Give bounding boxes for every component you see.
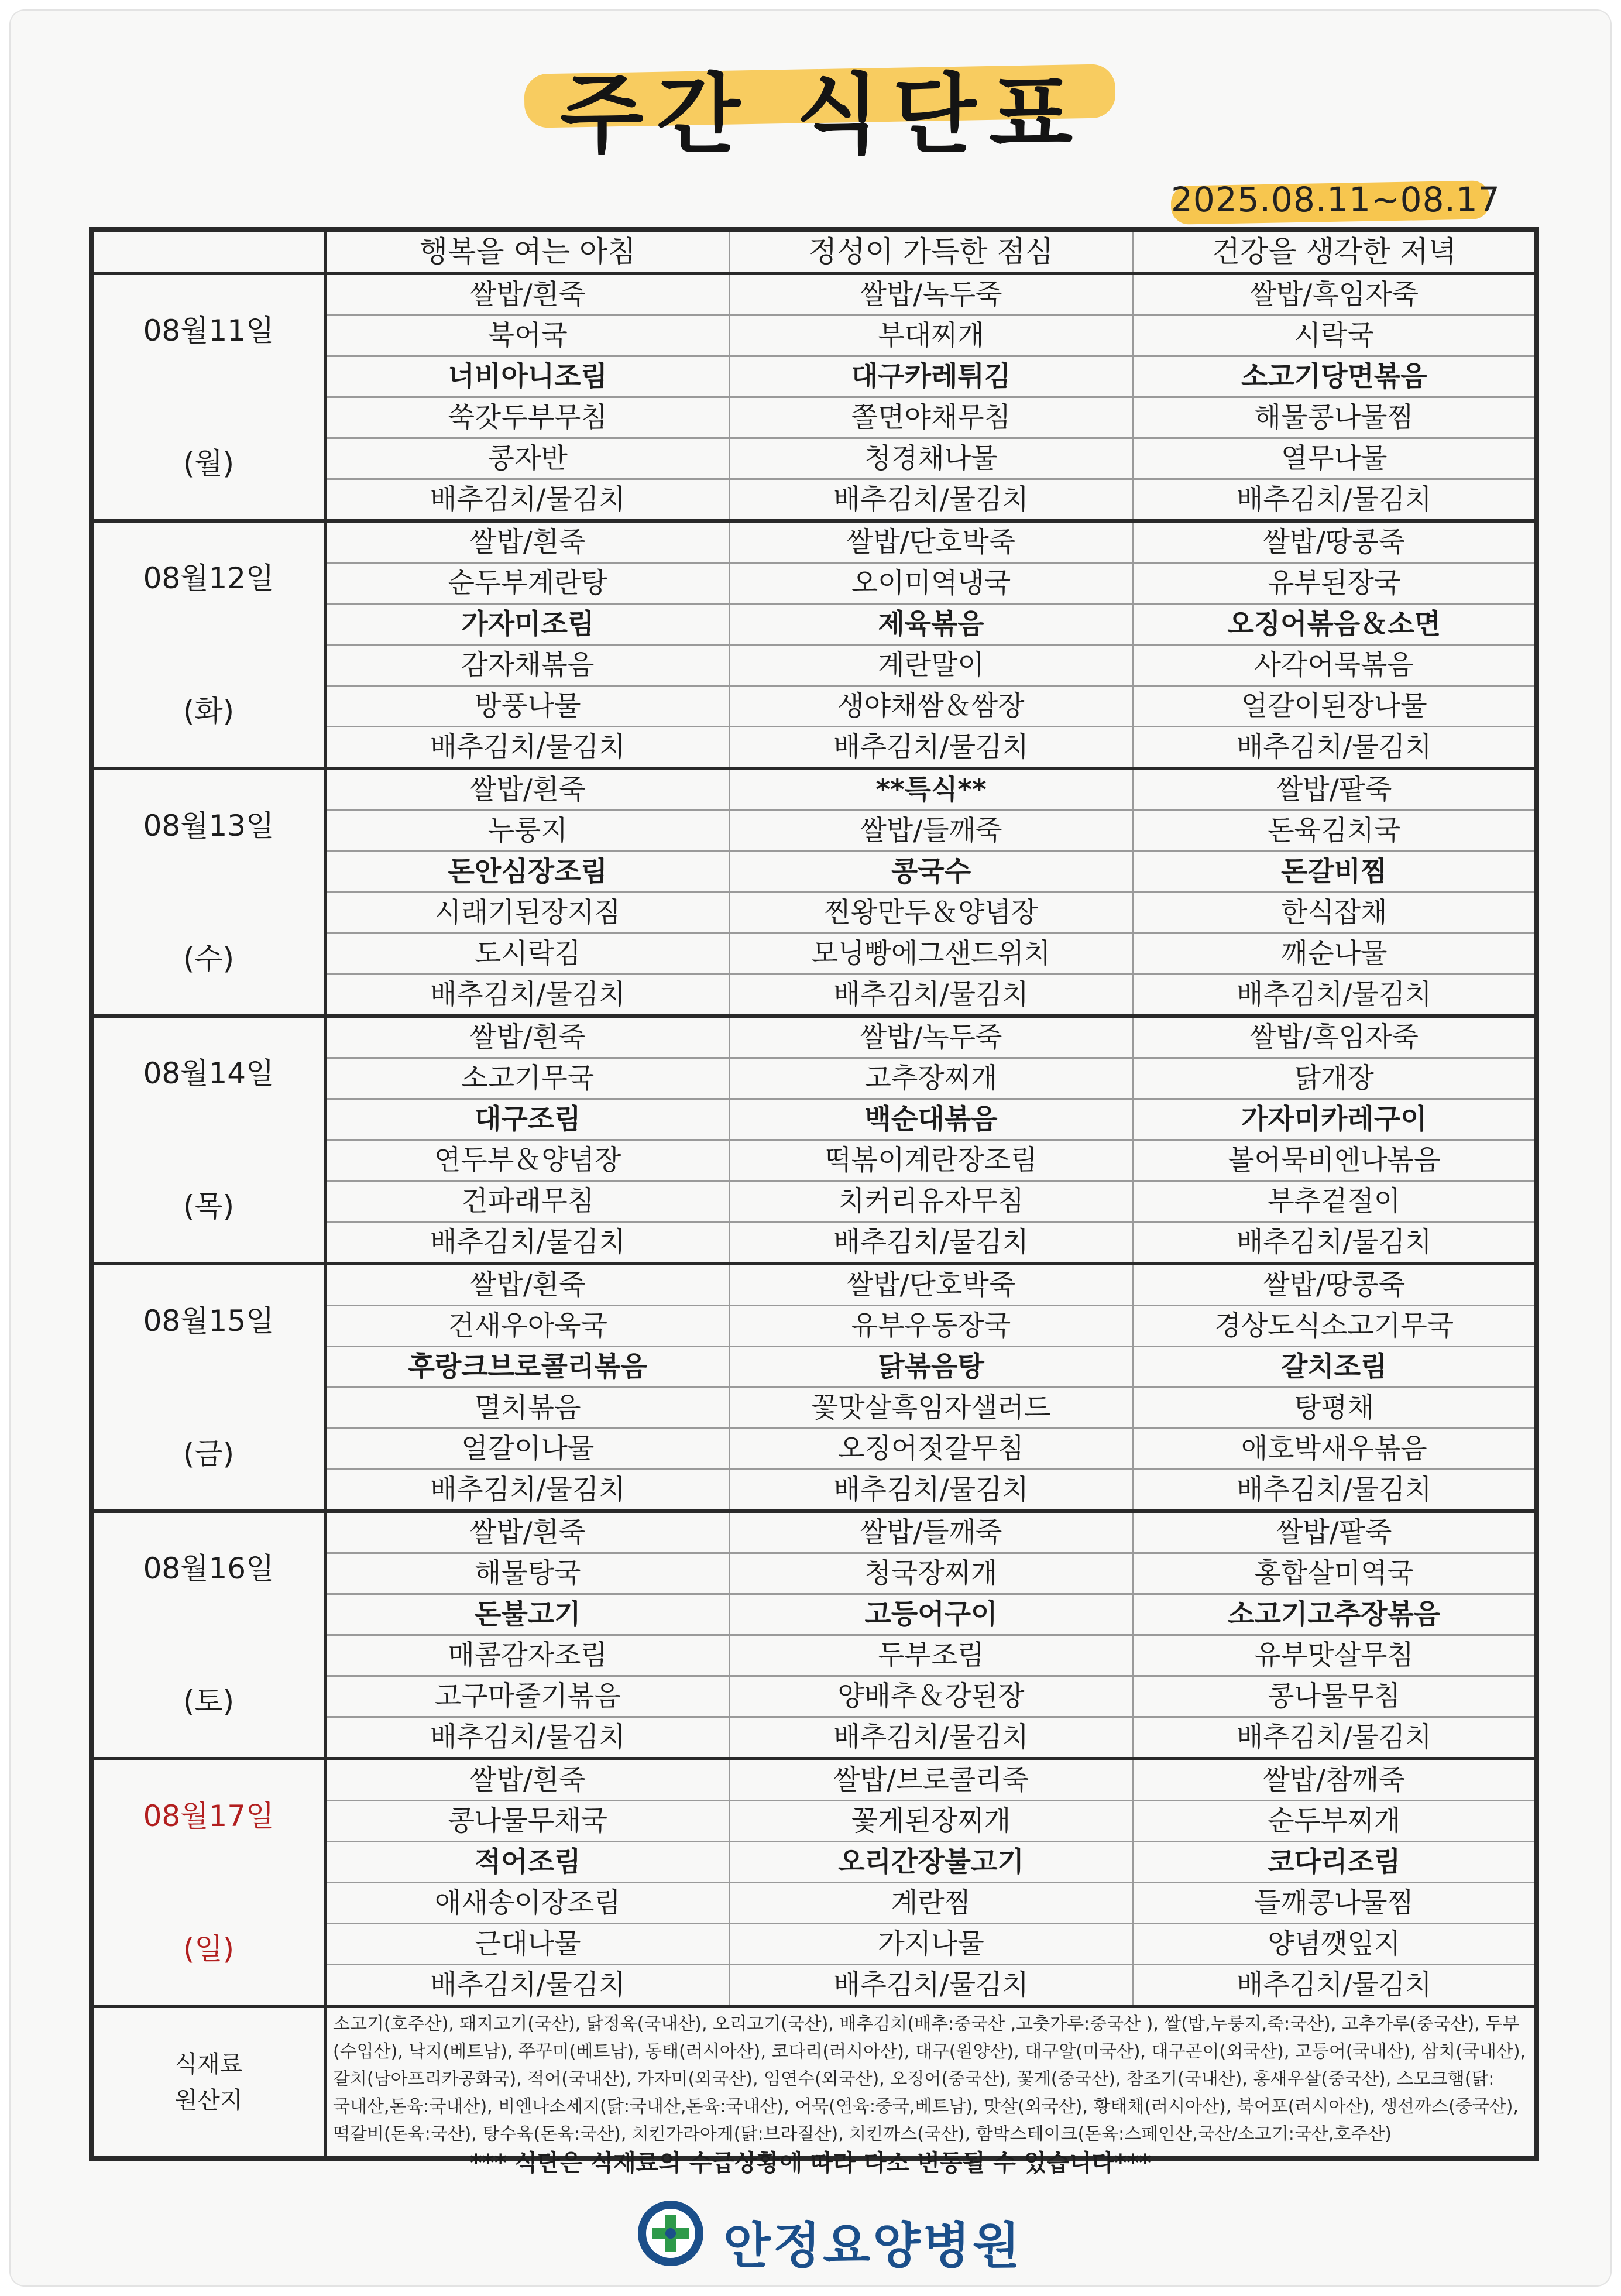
breakfast-item: 연두부＆양념장 [325,1140,729,1181]
lunch-item: 청경채나물 [729,438,1133,479]
breakfast-item: 쌀밥/흰죽 [325,1511,729,1553]
breakfast-item: 쌀밥/흰죽 [325,273,729,315]
lunch-item: 두부조림 [729,1635,1133,1676]
day-weekday: (목) [183,1189,235,1223]
notice-text: *** 식단은 식재료의 수급상황에 따라 다소 변동될 수 있습니다*** [469,2150,1152,2177]
breakfast-item: 방풍나물 [325,686,729,727]
breakfast-item: 콩자반 [325,438,729,479]
breakfast-item: 소고기무국 [325,1058,729,1099]
lunch-item: 유부우동장국 [729,1306,1133,1347]
lunch-item: 생야채쌈＆쌈장 [729,686,1133,727]
day-date: 08월14일 [143,1056,274,1090]
lunch-item: 쫄면야채무침 [729,397,1133,438]
lunch-item: 오이미역냉국 [729,563,1133,604]
lunch-item: 가지나물 [729,1924,1133,1965]
day-date: 08월15일 [143,1304,274,1338]
dinner-item: 홍합살미역국 [1133,1553,1537,1594]
day-weekday: (토) [183,1684,235,1718]
day-label-wrap [94,1018,324,1262]
dinner-item: 배추김치/물김치 [1133,1965,1537,2007]
lunch-item: 쌀밥/들깨죽 [729,811,1133,852]
breakfast-item: 누룽지 [325,811,729,852]
lunch-item: 오리간장불고기 [729,1842,1133,1883]
dinner-item: 부추겉절이 [1133,1181,1537,1222]
dinner-item: 소고기당면볶음 [1133,356,1537,397]
breakfast-item: 배추김치/물김치 [325,1470,729,1512]
lunch-item: 고추장찌개 [729,1058,1133,1099]
origin-label [91,2006,325,2158]
dinner-item: 배추김치/물김치 [1133,1222,1537,1264]
breakfast-item: 배추김치/물김치 [325,1965,729,2007]
breakfast-item: 후랑크브로콜리볶음 [325,1347,729,1388]
lunch-item: 배추김치/물김치 [729,727,1133,769]
day-weekday: (월) [183,447,235,481]
lunch-item: 쌀밥/녹두죽 [729,273,1133,315]
day-date: 08월12일 [143,561,274,595]
breakfast-item: 해물탕국 [325,1553,729,1594]
menu-row [91,273,1537,315]
day-cell [91,1511,325,1759]
lunch-item: 배추김치/물김치 [729,1717,1133,1759]
breakfast-item: 쑥갓두부무침 [325,397,729,438]
breakfast-item: 콩나물무채국 [325,1801,729,1842]
dinner-item: 양념깻잎지 [1133,1924,1537,1965]
breakfast-item: 돈불고기 [325,1594,729,1635]
lunch-item: 배추김치/물김치 [729,1222,1133,1264]
dinner-item: 애호박새우볶음 [1133,1429,1537,1470]
dinner-item: 배추김치/물김치 [1133,727,1537,769]
menu-row [91,1264,1537,1306]
dinner-item: 코다리조림 [1133,1842,1537,1883]
origin-label-line2: 원산지 [174,2086,243,2114]
hospital-name: 안정요양병원 [723,2217,1022,2274]
dinner-item: 배추김치/물김치 [1133,974,1537,1017]
dinner-item: 들깨콩나물찜 [1133,1883,1537,1924]
day-label-wrap [94,1265,324,1509]
lunch-item: 백순대볶음 [729,1099,1133,1140]
day-cell [91,768,325,1016]
day-label-wrap [94,1513,324,1757]
origin-row [91,2006,1537,2158]
menu-body [91,273,1537,2006]
dinner-item: 유부된장국 [1133,563,1537,604]
lunch-item: 제육볶음 [729,604,1133,645]
breakfast-item: 배추김치/물김치 [325,974,729,1017]
lunch-item: 고등어구이 [729,1594,1133,1635]
breakfast-item: 너비아니조림 [325,356,729,397]
header-dinner: 건강을 생각한 저녁 [1133,229,1537,273]
breakfast-item: 근대나물 [325,1924,729,1965]
breakfast-item: 도시락김 [325,933,729,974]
breakfast-item: 매콤감자조림 [325,1635,729,1676]
header-corner [91,229,325,273]
breakfast-item: 쌀밥/흰죽 [325,1016,729,1058]
lunch-item: 대구카레튀김 [729,356,1133,397]
day-weekday: (금) [183,1437,235,1471]
origin-text: 소고기(호주산), 돼지고기(국산), 닭정육(국내산), 오리고기(국산), 배추김치(배추:중국산 ,고춧가루:중국산 ), 쌀(밥,누룽지,죽:국산), 고추가루(중국산), 두부(수입산), 낙지(베트남), 쭈꾸미(베트남), 동태(러시아산), 코다리(러시아산), 대구(원양산), 대구알(미국산), 대구곤이(외국산), 고등어(국내산), 삼치(국내산), 갈치(남아프리카공화국), 적어(국내산), 가자미(외국산), 임연수(외국산), 오징어(중국산), 꽃게(중국산), 참조기(국내산), 홍새우살(중국산), 스모크햄(닭:국내산,돈육:국내산), 비엔나소세지(닭:국내산,돈육:국내산), 어묵(연육:중국,베트남), 맛살(외국산), 황태채(러시아산), 북어포(러시아산), 생선까스(중국산), 떡갈비(돈육:국산), 탕수육(돈육:국산), 치킨가라아게(닭:브라질산), 치킨까스(국산), 함박스테이크(돈육:스페인산,국산/소고기:국산,호주산) [325,2006,1537,2158]
dinner-item: 얼갈이된장나물 [1133,686,1537,727]
breakfast-item: 돈안심장조림 [325,852,729,893]
menu-row [91,1511,1537,1553]
breakfast-item: 적어조림 [325,1842,729,1883]
breakfast-item: 대구조림 [325,1099,729,1140]
lunch-item: 청국장찌개 [729,1553,1133,1594]
menu-row [91,1759,1537,1801]
dinner-item: 배추김치/물김치 [1133,479,1537,521]
lunch-item: 계란말이 [729,645,1133,686]
menu-row [91,1016,1537,1058]
lunch-item: 쌀밥/녹두죽 [729,1016,1133,1058]
dinner-item: 한식잡채 [1133,893,1537,933]
dinner-item: 가자미카레구이 [1133,1099,1537,1140]
lunch-item: 배추김치/물김치 [729,974,1133,1017]
day-label-wrap [94,770,324,1014]
dinner-item: 소고기고추장볶음 [1133,1594,1537,1635]
dinner-item: 해물콩나물찜 [1133,397,1537,438]
lunch-item: 쌀밥/단호박죽 [729,521,1133,563]
dinner-item: 열무나물 [1133,438,1537,479]
day-label-wrap [94,1760,324,2005]
dinner-item: 쌀밥/참깨죽 [1133,1759,1537,1801]
hospital-emblem-icon [636,2198,706,2268]
dinner-item: 시락국 [1133,315,1537,356]
lunch-item: 닭볶음탕 [729,1347,1133,1388]
breakfast-item: 배추김치/물김치 [325,727,729,769]
day-date: 08월17일 [143,1799,274,1833]
dinner-item: 돈갈비찜 [1133,852,1537,893]
breakfast-item: 시래기된장지짐 [325,893,729,933]
lunch-item: 치커리유자무침 [729,1181,1133,1222]
dinner-item: 사각어묵볶음 [1133,645,1537,686]
day-date: 08월13일 [143,809,274,843]
breakfast-item: 순두부계란탕 [325,563,729,604]
lunch-item: 꽃게된장찌개 [729,1801,1133,1842]
breakfast-item: 가자미조림 [325,604,729,645]
dinner-item: 쌀밥/땅콩죽 [1133,1264,1537,1306]
day-label-wrap [94,523,324,767]
lunch-item: 모닝빵에그샌드위치 [729,933,1133,974]
breakfast-item: 멸치볶음 [325,1388,729,1429]
hospital-logo [636,2198,1045,2274]
day-label-wrap [94,275,324,519]
breakfast-item: 감자채볶음 [325,645,729,686]
dinner-item: 탕평채 [1133,1388,1537,1429]
page-title: 주간 식단표 [559,64,1086,165]
breakfast-item: 배추김치/물김치 [325,1222,729,1264]
title-block [513,34,1133,165]
breakfast-item: 쌀밥/흰죽 [325,768,729,811]
breakfast-item: 건새우아욱국 [325,1306,729,1347]
dinner-item: 갈치조림 [1133,1347,1537,1388]
lunch-item: 배추김치/물김치 [729,1470,1133,1512]
lunch-item: 오징어젓갈무침 [729,1429,1133,1470]
dinner-item: 닭개장 [1133,1058,1537,1099]
lunch-item: 양배추＆강된장 [729,1676,1133,1717]
weekly-menu-table [89,227,1539,2161]
dinner-item: 쌀밥/땅콩죽 [1133,521,1537,563]
breakfast-item: 배추김치/물김치 [325,479,729,521]
lunch-item: 쌀밥/브로콜리죽 [729,1759,1133,1801]
lunch-item: 콩국수 [729,852,1133,893]
breakfast-item: 쌀밥/흰죽 [325,521,729,563]
menu-sheet [9,9,1612,2287]
dinner-item: 순두부찌개 [1133,1801,1537,1842]
header-lunch: 정성이 가득한 점심 [729,229,1133,273]
breakfast-item: 건파래무침 [325,1181,729,1222]
breakfast-item: 배추김치/물김치 [325,1717,729,1759]
lunch-item: 꽃맛살흑임자샐러드 [729,1388,1133,1429]
breakfast-item: 고구마줄기볶음 [325,1676,729,1717]
breakfast-item: 애새송이장조림 [325,1883,729,1924]
period-block [1171,176,1499,226]
period-label: 2025.08.11~08.17 [1171,180,1500,219]
menu-row [91,768,1537,811]
lunch-item: 떡볶이계란장조림 [729,1140,1133,1181]
lunch-item: 쌀밥/단호박죽 [729,1264,1133,1306]
day-weekday: (일) [183,1932,235,1966]
header-row [91,229,1537,273]
day-date: 08월16일 [143,1552,274,1585]
header-breakfast: 행복을 여는 아침 [325,229,729,273]
day-weekday: (수) [183,942,235,976]
dinner-item: 유부맛살무침 [1133,1635,1537,1676]
day-cell [91,1016,325,1264]
dinner-item: 쌀밥/흑임자죽 [1133,1016,1537,1058]
lunch-item: 계란찜 [729,1883,1133,1924]
breakfast-item: 쌀밥/흰죽 [325,1264,729,1306]
dinner-item: 쌀밥/흑임자죽 [1133,273,1537,315]
dinner-item: 돈육김치국 [1133,811,1537,852]
origin-label-line1: 식재료 [174,2050,243,2078]
dinner-item: 쌀밥/팥죽 [1133,768,1537,811]
lunch-item: 부대찌개 [729,315,1133,356]
day-weekday: (화) [183,694,235,728]
lunch-item: 쌀밥/들깨죽 [729,1511,1133,1553]
lunch-item: 배추김치/물김치 [729,1965,1133,2007]
day-cell [91,1264,325,1511]
dinner-item: 경상도식소고기무국 [1133,1306,1537,1347]
day-date: 08월11일 [143,314,274,348]
day-cell [91,273,325,521]
lunch-item: 배추김치/물김치 [729,479,1133,521]
breakfast-item: 쌀밥/흰죽 [325,1759,729,1801]
lunch-item: 찐왕만두＆양념장 [729,893,1133,933]
breakfast-item: 북어국 [325,315,729,356]
lunch-item: **특식** [729,768,1133,811]
day-cell [91,521,325,768]
menu-row [91,521,1537,563]
dinner-item: 오징어볶음＆소면 [1133,604,1537,645]
breakfast-item: 얼갈이나물 [325,1429,729,1470]
dinner-item: 콩나물무침 [1133,1676,1537,1717]
dinner-item: 배추김치/물김치 [1133,1717,1537,1759]
dinner-item: 깨순나물 [1133,933,1537,974]
day-cell [91,1759,325,2006]
dinner-item: 배추김치/물김치 [1133,1470,1537,1512]
dinner-item: 볼어묵비엔나볶음 [1133,1140,1537,1181]
dinner-item: 쌀밥/팥죽 [1133,1511,1537,1553]
